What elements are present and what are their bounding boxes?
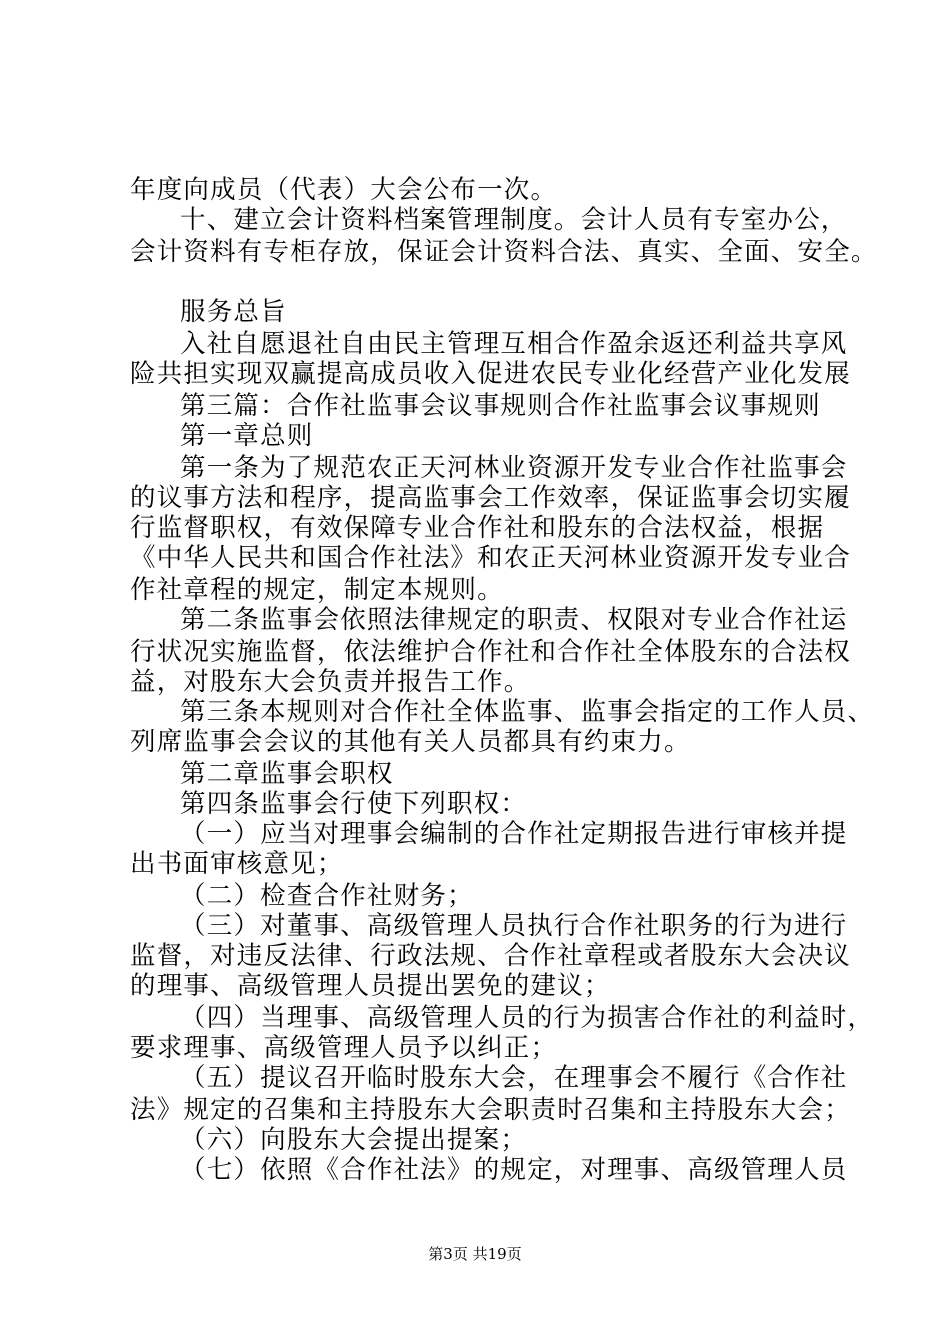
section-heading: 第三篇：合作社监事会议事规则合作社监事会议事规则 <box>180 391 821 421</box>
text-line: 出书面审核意见； <box>130 849 344 879</box>
text-line: 第二条监事会依照法律规定的职责、权限对专业合作社运 <box>180 605 848 635</box>
text-line: 十、建立会计资料档案管理制度。会计人员有专室办公， <box>180 205 848 235</box>
text-line: （六）向股东大会提出提案； <box>180 1125 528 1155</box>
chapter-heading: 第一章总则 <box>180 421 314 451</box>
text-line: 法》规定的召集和主持股东大会职责时召集和主持股东大会； <box>130 1095 851 1125</box>
text-line: 行监督职权，有效保障专业合作社和股东的合法权益，根据 <box>130 513 825 543</box>
text-line: （三）对董事、高级管理人员执行合作社职务的行为进行 <box>180 911 848 941</box>
text-line: 第四条监事会行使下列职权： <box>180 789 528 819</box>
text-line: （一）应当对理事会编制的合作社定期报告进行审核并提 <box>180 819 848 849</box>
text-line: 入社自愿退社自由民主管理互相合作盈余返还利益共享风 <box>180 329 848 359</box>
text-line: 行状况实施监督，依法维护合作社和合作社全体股东的合法权 <box>130 637 851 667</box>
page-number: 第3页 共19页 <box>428 1245 522 1263</box>
text-line: 会计资料有专柜存放，保证会计资料合法、真实、全面、安全。 <box>130 237 878 267</box>
text-line: 作社章程的规定，制定本规则。 <box>130 575 504 605</box>
text-line: 的议事方法和程序，提高监事会工作效率，保证监事会切实履 <box>130 483 851 513</box>
text-line: 第一条为了规范农正天河林业资源开发专业合作社监事会 <box>180 453 848 483</box>
text-line: 的理事、高级管理人员提出罢免的建议； <box>130 971 611 1001</box>
section-heading: 服务总旨 <box>180 297 287 327</box>
text-line: （四）当理事、高级管理人员的行为损害合作社的利益时， <box>180 1003 875 1033</box>
text-line: 列席监事会会议的其他有关人员都具有约束力。 <box>130 727 691 757</box>
text-line: （二）检查合作社财务； <box>180 881 474 911</box>
text-line: 要求理事、高级管理人员予以纠正； <box>130 1033 558 1063</box>
text-line: （七）依照《合作社法》的规定，对理事、高级管理人员 <box>180 1155 848 1185</box>
text-line: 险共担实现双赢提高成员收入促进农民专业化经营产业化发展 <box>130 359 851 389</box>
text-line: （五）提议召开临时股东大会，在理事会不履行《合作社 <box>180 1063 848 1093</box>
text-line: 监督，对违反法律、行政法规、合作社章程或者股东大会决议 <box>130 941 851 971</box>
text-line: 益，对股东大会负责并报告工作。 <box>130 667 531 697</box>
text-line: 年度向成员（代表）大会公布一次。 <box>130 175 558 205</box>
text-line: 第三条本规则对合作社全体监事、监事会指定的工作人员、 <box>180 697 875 727</box>
chapter-heading: 第二章监事会职权 <box>180 759 394 789</box>
text-line: 《中华人民共和国合作社法》和农正天河林业资源开发专业合 <box>130 543 851 573</box>
